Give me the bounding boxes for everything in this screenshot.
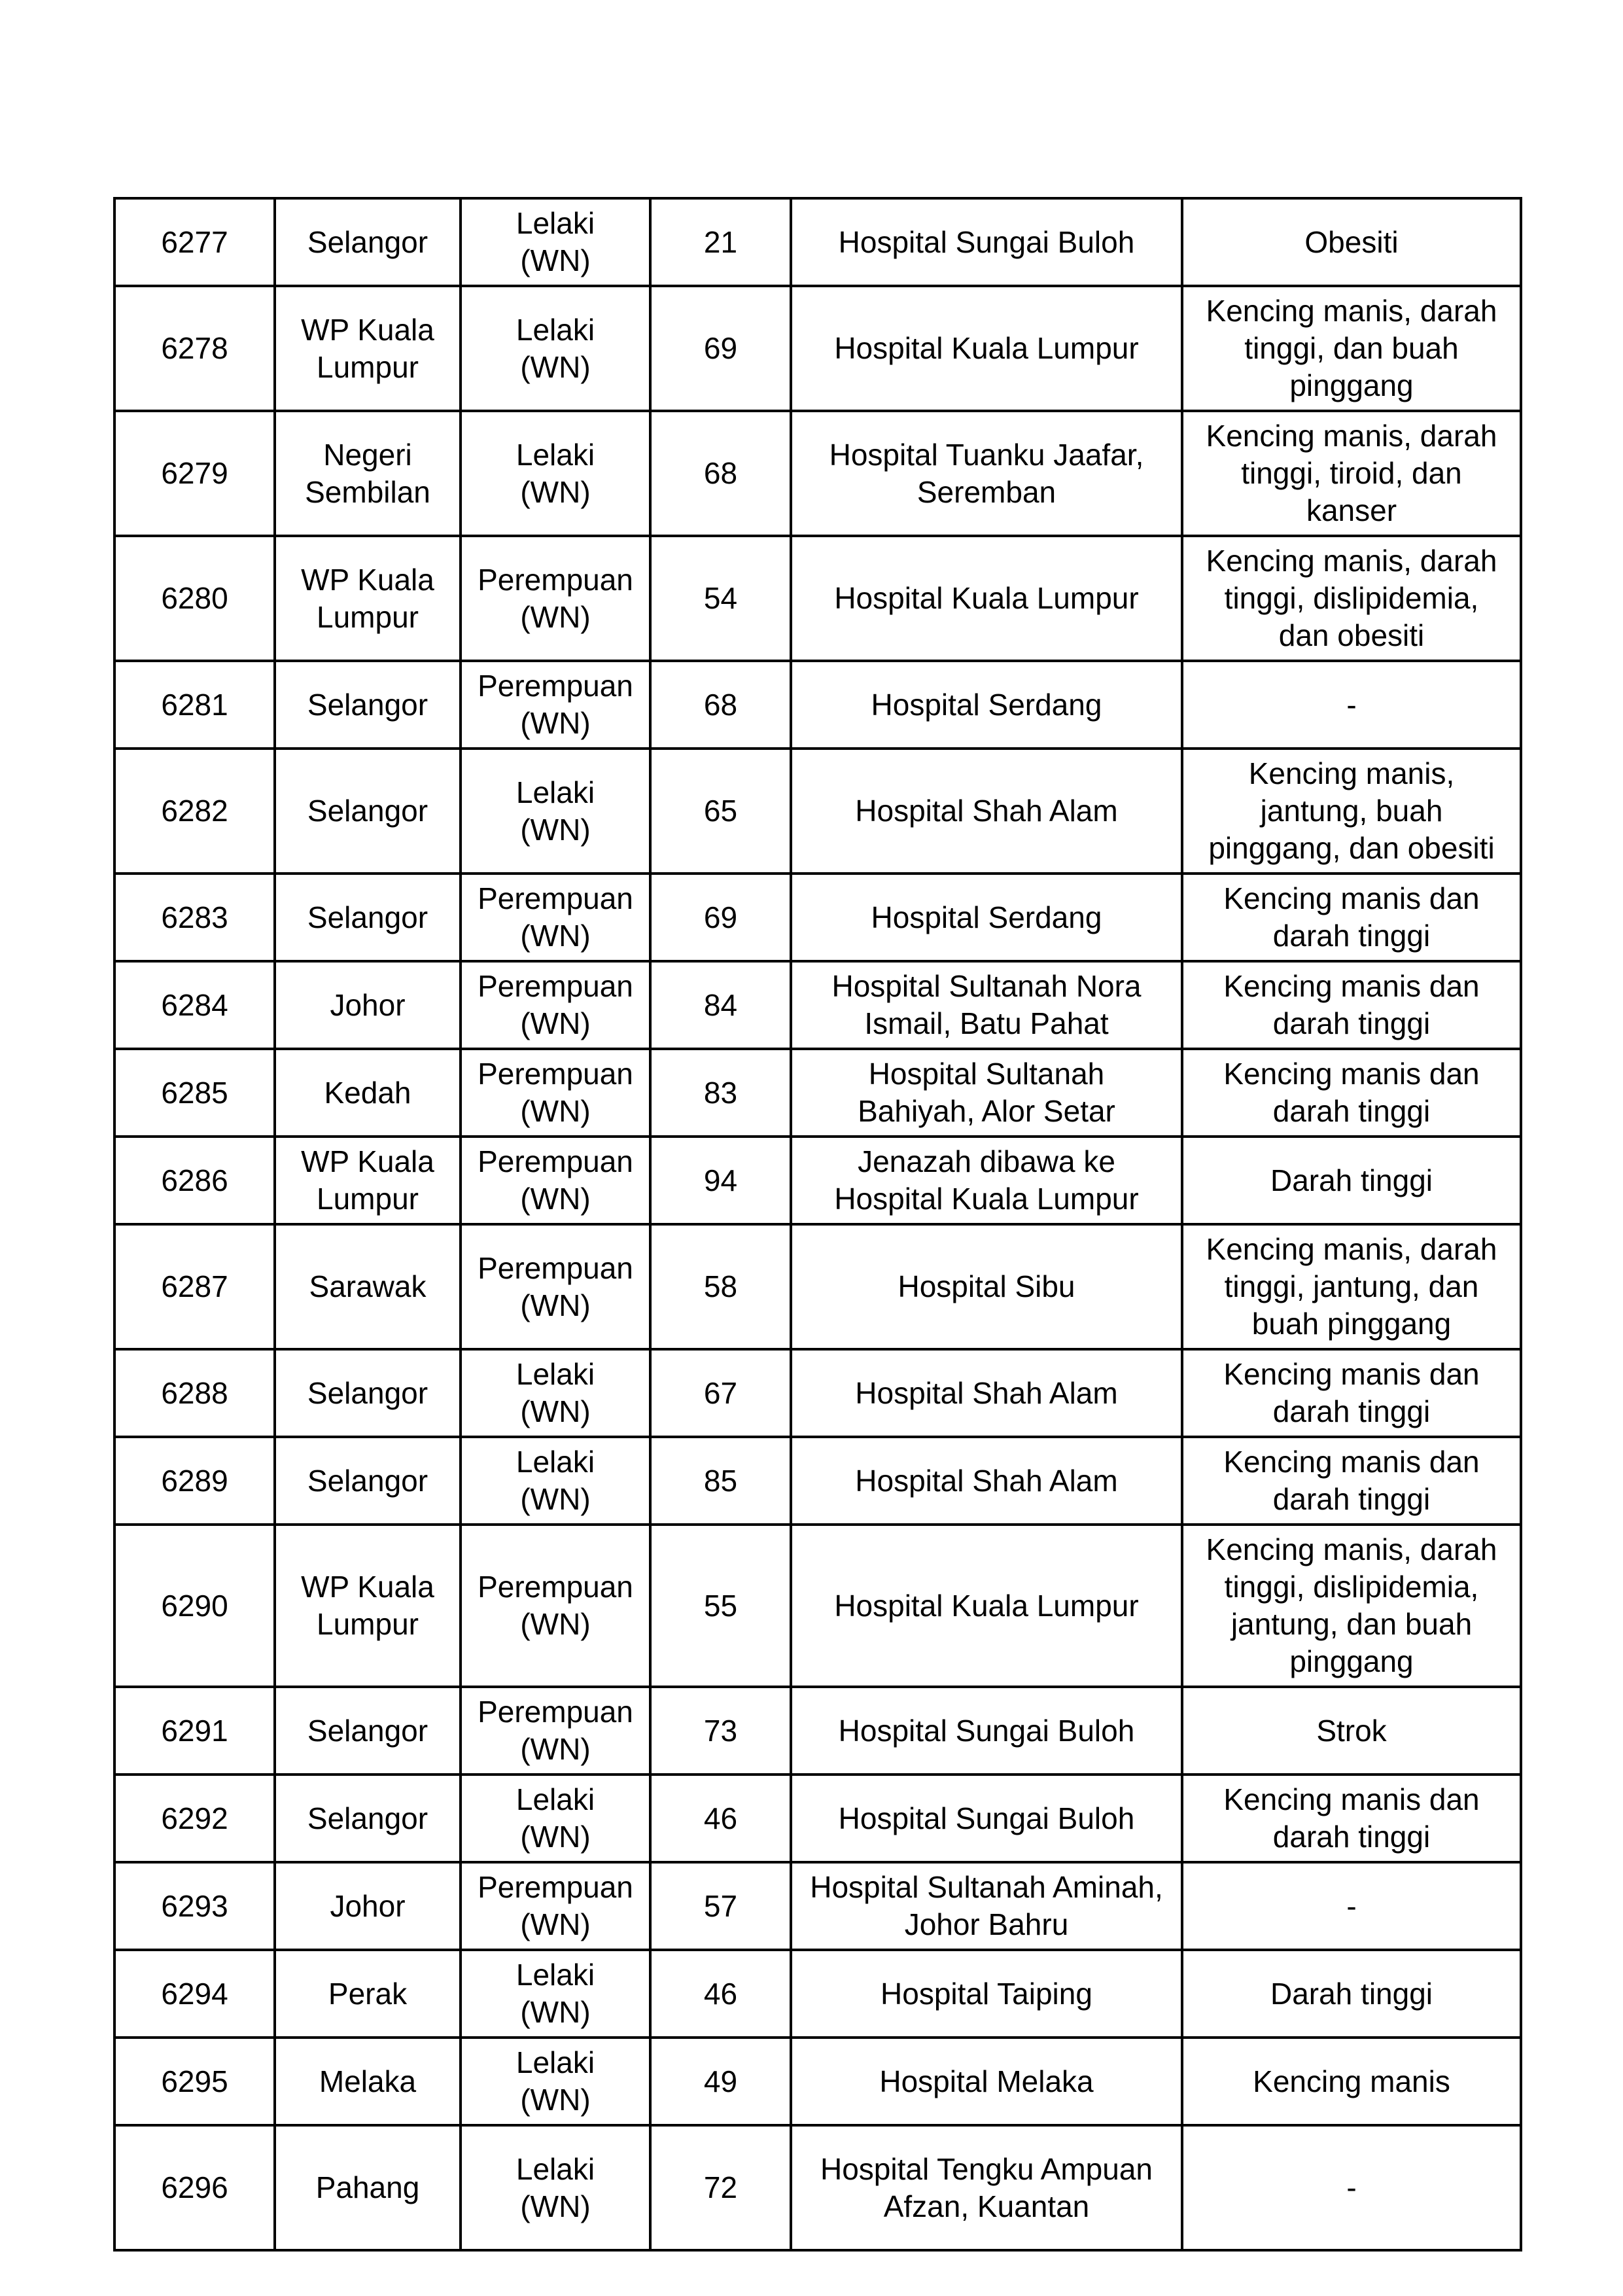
- hospital-line: Bahiyah, Alor Setar: [858, 1094, 1115, 1128]
- state-cell: [275, 411, 461, 536]
- state-cell: [275, 1862, 461, 1950]
- age-cell: 84: [650, 961, 791, 1049]
- case-number-cell: 6281: [114, 661, 275, 749]
- table-row: [114, 1437, 1521, 1525]
- comorbidity-line: Darah tinggi: [1270, 1163, 1433, 1197]
- comorbidity-line: Kencing manis, darah: [1206, 419, 1497, 453]
- case-number-cell: 6285: [114, 1049, 275, 1137]
- case-number-cell: 6279: [114, 411, 275, 536]
- hospital-line: Hospital Melaka: [879, 2064, 1094, 2098]
- gender-line: (WN): [520, 1995, 591, 2029]
- case-number-cell: 6286: [114, 1137, 275, 1224]
- gender-line: Perempuan: [478, 1695, 633, 1729]
- gender-cell: [461, 2038, 650, 2125]
- gender-cell: [461, 2125, 650, 2250]
- state-cell: [275, 198, 461, 286]
- case-number-cell: 6294: [114, 1950, 275, 2038]
- comorbidity-cell: [1182, 661, 1521, 749]
- hospital-line: Hospital Sultanah Aminah,: [810, 1870, 1163, 1904]
- gender-line: Lelaki: [515, 2045, 595, 2079]
- table-row: [114, 1775, 1521, 1862]
- gender-line: (WN): [520, 1394, 591, 1428]
- gender-cell: [461, 286, 650, 411]
- state-cell: [275, 1775, 461, 1862]
- comorbidity-line: Kencing manis, darah: [1206, 544, 1497, 578]
- comorbidity-line: darah tinggi: [1272, 1482, 1431, 1516]
- comorbidity-line: darah tinggi: [1272, 1394, 1431, 1428]
- comorbidity-line: Kencing manis, darah: [1206, 294, 1497, 328]
- table-row: [114, 1525, 1521, 1687]
- gender-line: Perempuan: [478, 1870, 633, 1904]
- case-number-cell: 6282: [114, 749, 275, 874]
- table-row: [114, 198, 1521, 286]
- state-line: Johor: [330, 1888, 406, 1923]
- comorbidity-line: Kencing manis dan: [1223, 1445, 1480, 1479]
- gender-line: Perempuan: [478, 1570, 633, 1604]
- comorbidity-line: Kencing manis dan: [1223, 969, 1480, 1003]
- comorbidity-cell: [1182, 198, 1521, 286]
- gender-cell: [461, 1862, 650, 1950]
- comorbidity-line: Obesiti: [1304, 224, 1399, 259]
- comorbidity-line: dan obesiti: [1278, 618, 1425, 652]
- gender-cell: [461, 1349, 650, 1437]
- age-cell: 49: [650, 2038, 791, 2125]
- state-line: Lumpur: [317, 349, 419, 384]
- hospital-cell: [791, 1687, 1182, 1775]
- gender-line: Lelaki: [515, 437, 595, 472]
- gender-line: (WN): [520, 243, 591, 277]
- table-row: [114, 1224, 1521, 1349]
- gender-cell: [461, 198, 650, 286]
- comorbidity-line: Strok: [1316, 1713, 1387, 1748]
- state-line: Lumpur: [317, 599, 419, 634]
- state-cell: [275, 1525, 461, 1687]
- state-cell: [275, 1049, 461, 1137]
- gender-line: (WN): [520, 919, 591, 953]
- gender-cell: [461, 874, 650, 961]
- state-line: Selangor: [307, 1375, 428, 1410]
- state-line: WP Kuala: [301, 562, 434, 597]
- comorbidity-line: darah tinggi: [1272, 1820, 1431, 1854]
- case-number-cell: 6287: [114, 1224, 275, 1349]
- state-line: Selangor: [307, 1463, 428, 1498]
- age-cell: 46: [650, 1775, 791, 1862]
- hospital-cell: [791, 2038, 1182, 2125]
- table-row: [114, 2038, 1521, 2125]
- gender-line: (WN): [520, 1607, 591, 1641]
- gender-line: (WN): [520, 1820, 591, 1854]
- gender-cell: [461, 1437, 650, 1525]
- comorbidity-cell: [1182, 1950, 1521, 2038]
- gender-line: (WN): [520, 349, 591, 384]
- gender-cell: [461, 661, 650, 749]
- hospital-cell: [791, 961, 1182, 1049]
- comorbidity-line: Kencing manis dan: [1223, 1782, 1480, 1816]
- hospital-cell: [791, 749, 1182, 874]
- gender-cell: [461, 1687, 650, 1775]
- comorbidity-line: jantung, buah: [1260, 794, 1443, 828]
- comorbidity-line: Kencing manis dan: [1223, 1057, 1480, 1091]
- hospital-line: Hospital Kuala Lumpur: [834, 1182, 1139, 1216]
- age-cell: 85: [650, 1437, 791, 1525]
- hospital-cell: [791, 1525, 1182, 1687]
- comorbidity-cell: [1182, 286, 1521, 411]
- hospital-cell: [791, 198, 1182, 286]
- table-body: [114, 198, 1521, 2250]
- gender-cell: [461, 749, 650, 874]
- comorbidity-line: darah tinggi: [1272, 919, 1431, 953]
- table-row: [114, 1349, 1521, 1437]
- hospital-line: Johor Bahru: [904, 1907, 1069, 1941]
- hospital-cell: [791, 286, 1182, 411]
- hospital-cell: [791, 1862, 1182, 1950]
- gender-cell: [461, 961, 650, 1049]
- hospital-line: Hospital Tuanku Jaafar,: [829, 437, 1144, 472]
- death-cases-table: [113, 197, 1522, 2252]
- hospital-cell: [791, 1137, 1182, 1224]
- table-row: [114, 661, 1521, 749]
- hospital-cell: [791, 1049, 1182, 1137]
- hospital-line: Hospital Sultanah: [868, 1057, 1105, 1091]
- gender-cell: [461, 1525, 650, 1687]
- table-row: [114, 286, 1521, 411]
- table-row: [114, 411, 1521, 536]
- age-cell: 57: [650, 1862, 791, 1950]
- comorbidity-cell: [1182, 536, 1521, 661]
- gender-line: Perempuan: [478, 562, 633, 597]
- gender-line: (WN): [520, 2083, 591, 2117]
- state-line: Selangor: [307, 900, 428, 934]
- hospital-line: Hospital Kuala Lumpur: [834, 581, 1139, 615]
- case-number-cell: 6283: [114, 874, 275, 961]
- hospital-line: Seremban: [916, 474, 1056, 509]
- age-cell: 72: [650, 2125, 791, 2250]
- age-cell: 68: [650, 411, 791, 536]
- state-line: Johor: [330, 987, 406, 1022]
- age-cell: 69: [650, 286, 791, 411]
- case-number-cell: 6288: [114, 1349, 275, 1437]
- state-cell: [275, 1950, 461, 2038]
- state-line: Kedah: [324, 1075, 411, 1110]
- comorbidity-cell: [1182, 1437, 1521, 1525]
- table-row: [114, 1862, 1521, 1950]
- case-number-cell: 6295: [114, 2038, 275, 2125]
- comorbidity-cell: [1182, 1137, 1521, 1224]
- state-line: WP Kuala: [301, 1570, 434, 1604]
- hospital-line: Ismail, Batu Pahat: [864, 1006, 1109, 1040]
- gender-line: Lelaki: [515, 1357, 595, 1391]
- hospital-cell: [791, 1950, 1182, 2038]
- comorbidity-line: darah tinggi: [1272, 1094, 1431, 1128]
- comorbidity-cell: [1182, 1349, 1521, 1437]
- comorbidity-cell: [1182, 1049, 1521, 1137]
- state-line: Sarawak: [309, 1269, 427, 1303]
- state-cell: [275, 2125, 461, 2250]
- gender-line: Perempuan: [478, 1057, 633, 1091]
- state-cell: [275, 1224, 461, 1349]
- case-number-cell: 6290: [114, 1525, 275, 1687]
- case-number-cell: 6291: [114, 1687, 275, 1775]
- comorbidity-line: pinggang: [1289, 1644, 1414, 1678]
- comorbidity-cell: [1182, 1687, 1521, 1775]
- gender-line: Perempuan: [478, 1250, 633, 1285]
- hospital-line: Hospital Kuala Lumpur: [834, 1588, 1139, 1623]
- gender-line: (WN): [520, 1732, 591, 1766]
- gender-line: Perempuan: [478, 969, 633, 1003]
- comorbidity-line: tinggi, jantung, dan: [1224, 1269, 1479, 1303]
- gender-line: (WN): [520, 1094, 591, 1128]
- state-cell: [275, 536, 461, 661]
- gender-line: (WN): [520, 599, 591, 634]
- age-cell: 58: [650, 1224, 791, 1349]
- comorbidity-line: tinggi, dan buah: [1244, 331, 1459, 365]
- state-line: Selangor: [307, 1713, 428, 1748]
- table-row: [114, 1137, 1521, 1224]
- comorbidity-line: Kencing manis dan: [1223, 1357, 1480, 1391]
- comorbidity-line: Darah tinggi: [1270, 1976, 1433, 2011]
- hospital-line: Jenazah dibawa ke: [858, 1144, 1115, 1178]
- comorbidity-cell: [1182, 411, 1521, 536]
- case-number-cell: 6280: [114, 536, 275, 661]
- hospital-line: Hospital Kuala Lumpur: [834, 331, 1139, 365]
- comorbidity-line: -: [1346, 1888, 1357, 1923]
- gender-line: (WN): [520, 1006, 591, 1040]
- gender-cell: [461, 1137, 650, 1224]
- state-cell: [275, 874, 461, 961]
- state-line: Perak: [328, 1976, 408, 2011]
- table-row: [114, 536, 1521, 661]
- comorbidity-line: Kencing manis: [1253, 2064, 1450, 2098]
- gender-line: (WN): [520, 812, 591, 847]
- comorbidity-cell: [1182, 874, 1521, 961]
- state-line: Pahang: [315, 2170, 420, 2204]
- state-line: Sembilan: [305, 474, 430, 509]
- comorbidity-line: pinggang: [1289, 368, 1414, 402]
- age-cell: 55: [650, 1525, 791, 1687]
- gender-line: Lelaki: [515, 2151, 595, 2186]
- state-line: Lumpur: [317, 1607, 419, 1641]
- case-number-cell: 6289: [114, 1437, 275, 1525]
- hospital-line: Hospital Shah Alam: [855, 794, 1118, 828]
- state-line: Melaka: [319, 2064, 417, 2098]
- age-cell: 83: [650, 1049, 791, 1137]
- age-cell: 94: [650, 1137, 791, 1224]
- age-cell: 54: [650, 536, 791, 661]
- comorbidity-cell: [1182, 2125, 1521, 2250]
- case-number-cell: 6278: [114, 286, 275, 411]
- comorbidity-line: tinggi, dislipidemia,: [1224, 1570, 1479, 1604]
- state-cell: [275, 661, 461, 749]
- gender-line: (WN): [520, 1907, 591, 1941]
- age-cell: 21: [650, 198, 791, 286]
- gender-cell: [461, 1049, 650, 1137]
- hospital-line: Hospital Serdang: [871, 900, 1102, 934]
- gender-line: (WN): [520, 1482, 591, 1516]
- state-cell: [275, 1437, 461, 1525]
- comorbidity-line: Kencing manis,: [1248, 756, 1455, 790]
- hospital-line: Hospital Shah Alam: [855, 1375, 1118, 1410]
- hospital-line: Hospital Sungai Buloh: [838, 1801, 1135, 1835]
- gender-cell: [461, 1224, 650, 1349]
- state-line: Selangor: [307, 1801, 428, 1835]
- hospital-line: Hospital Sibu: [898, 1269, 1075, 1303]
- hospital-line: Hospital Serdang: [871, 687, 1102, 722]
- hospital-cell: [791, 1224, 1182, 1349]
- comorbidity-line: buah pinggang: [1251, 1307, 1452, 1341]
- age-cell: 69: [650, 874, 791, 961]
- comorbidity-line: Kencing manis dan: [1223, 881, 1480, 915]
- state-cell: [275, 2038, 461, 2125]
- gender-line: (WN): [520, 2189, 591, 2223]
- comorbidity-line: Kencing manis, darah: [1206, 1532, 1497, 1566]
- state-cell: [275, 1137, 461, 1224]
- comorbidity-cell: [1182, 2038, 1521, 2125]
- hospital-cell: [791, 1437, 1182, 1525]
- gender-cell: [461, 1775, 650, 1862]
- hospital-cell: [791, 1349, 1182, 1437]
- hospital-cell: [791, 874, 1182, 961]
- gender-cell: [461, 536, 650, 661]
- table-row: [114, 961, 1521, 1049]
- state-cell: [275, 749, 461, 874]
- hospital-line: Hospital Sungai Buloh: [838, 1713, 1135, 1748]
- comorbidity-line: jantung, dan buah: [1230, 1607, 1473, 1641]
- hospital-line: Hospital Sultanah Nora: [831, 969, 1142, 1003]
- case-number-cell: 6292: [114, 1775, 275, 1862]
- age-cell: 68: [650, 661, 791, 749]
- state-line: WP Kuala: [301, 1144, 434, 1178]
- age-cell: 46: [650, 1950, 791, 2038]
- case-number-cell: 6277: [114, 198, 275, 286]
- case-number-cell: 6284: [114, 961, 275, 1049]
- state-line: Selangor: [307, 794, 428, 828]
- state-cell: [275, 1349, 461, 1437]
- hospital-cell: [791, 536, 1182, 661]
- hospital-cell: [791, 1775, 1182, 1862]
- comorbidity-line: -: [1346, 687, 1357, 722]
- comorbidity-line: tinggi, dislipidemia,: [1224, 581, 1479, 615]
- state-cell: [275, 1687, 461, 1775]
- gender-line: (WN): [520, 474, 591, 509]
- table-row: [114, 1950, 1521, 2038]
- comorbidity-line: darah tinggi: [1272, 1006, 1431, 1040]
- hospital-line: Afzan, Kuantan: [883, 2189, 1090, 2223]
- hospital-line: Hospital Sungai Buloh: [838, 224, 1135, 259]
- gender-line: Lelaki: [515, 775, 595, 809]
- case-number-cell: 6293: [114, 1862, 275, 1950]
- hospital-line: Hospital Tengku Ampuan: [820, 2151, 1153, 2186]
- gender-line: Lelaki: [515, 312, 595, 347]
- state-line: Lumpur: [317, 1182, 419, 1216]
- hospital-line: Hospital Shah Alam: [855, 1463, 1118, 1498]
- gender-cell: [461, 411, 650, 536]
- gender-line: Lelaki: [515, 206, 595, 240]
- age-cell: 67: [650, 1349, 791, 1437]
- state-cell: [275, 961, 461, 1049]
- case-number-cell: 6296: [114, 2125, 275, 2250]
- comorbidity-cell: [1182, 1224, 1521, 1349]
- age-cell: 73: [650, 1687, 791, 1775]
- gender-line: (WN): [520, 1288, 591, 1322]
- gender-line: Lelaki: [515, 1445, 595, 1479]
- comorbidity-cell: [1182, 1775, 1521, 1862]
- hospital-line: Hospital Taiping: [881, 1976, 1092, 2011]
- table-row: [114, 2125, 1521, 2250]
- gender-line: Lelaki: [515, 1782, 595, 1816]
- gender-cell: [461, 1950, 650, 2038]
- comorbidity-line: pinggang, dan obesiti: [1208, 831, 1495, 865]
- comorbidity-line: Kencing manis, darah: [1206, 1232, 1497, 1266]
- table-row: [114, 1049, 1521, 1137]
- comorbidity-cell: [1182, 1862, 1521, 1950]
- gender-line: Perempuan: [478, 1144, 633, 1178]
- state-line: Selangor: [307, 224, 428, 259]
- hospital-cell: [791, 661, 1182, 749]
- gender-line: Lelaki: [515, 1958, 595, 1992]
- gender-line: (WN): [520, 1182, 591, 1216]
- state-line: Selangor: [307, 687, 428, 722]
- gender-line: (WN): [520, 706, 591, 740]
- hospital-cell: [791, 411, 1182, 536]
- state-cell: [275, 286, 461, 411]
- hospital-cell: [791, 2125, 1182, 2250]
- age-cell: 65: [650, 749, 791, 874]
- comorbidity-line: -: [1346, 2170, 1357, 2204]
- gender-line: Perempuan: [478, 669, 633, 703]
- comorbidity-line: kanser: [1306, 493, 1397, 527]
- comorbidity-cell: [1182, 961, 1521, 1049]
- table-row: [114, 874, 1521, 961]
- state-line: Negeri: [323, 437, 412, 472]
- table-row: [114, 749, 1521, 874]
- comorbidity-cell: [1182, 1525, 1521, 1687]
- table-row: [114, 1687, 1521, 1775]
- state-line: WP Kuala: [301, 312, 434, 347]
- comorbidity-line: tinggi, tiroid, dan: [1241, 456, 1462, 490]
- gender-line: Perempuan: [478, 881, 633, 915]
- comorbidity-cell: [1182, 749, 1521, 874]
